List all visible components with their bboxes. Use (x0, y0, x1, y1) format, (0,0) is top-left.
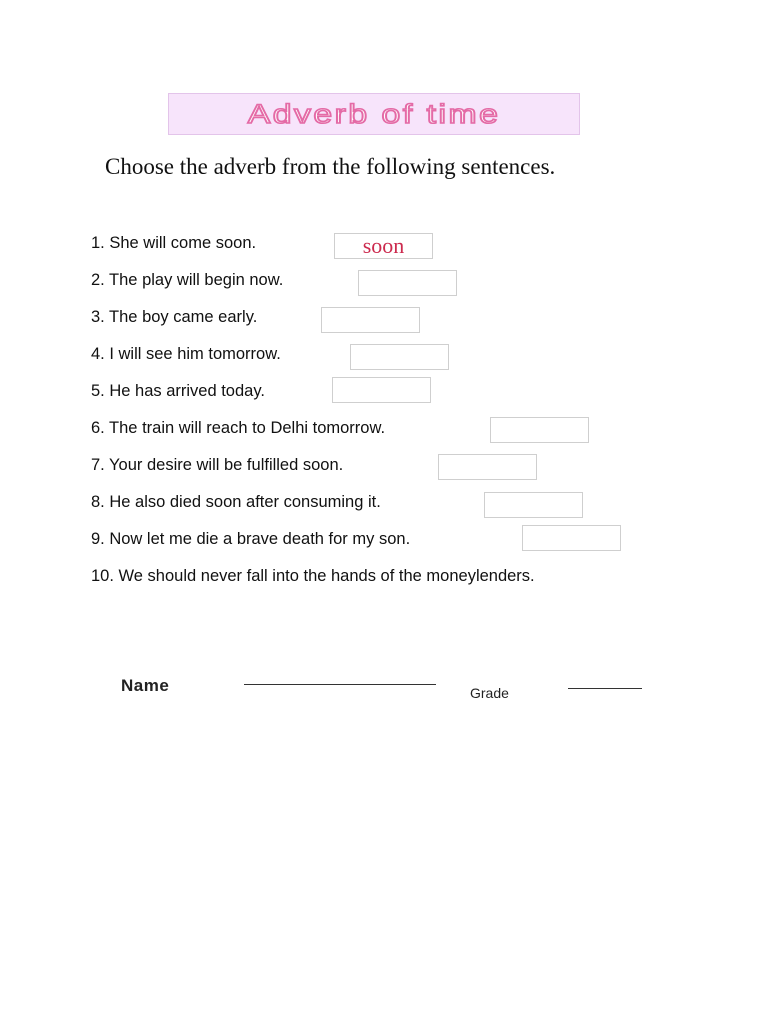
instruction-text: Choose the adverb from the following sentences. (105, 154, 556, 179)
question-4: 4. I will see him tomorrow. (91, 345, 281, 363)
question-2: 2. The play will begin now. (91, 271, 284, 289)
worksheet-title: Adverb of time (247, 98, 501, 129)
grade-label: Grade (470, 685, 509, 701)
question-9: 9. Now let me die a brave death for my son. (91, 530, 411, 548)
answer-box-2[interactable] (358, 270, 457, 296)
answer-box-8[interactable] (484, 492, 583, 518)
answer-box-3[interactable] (321, 307, 420, 333)
question-6: 6. The train will reach to Delhi tomorrow. (91, 419, 386, 437)
name-label: Name (121, 676, 170, 695)
answer-box-1[interactable]: soon (334, 233, 433, 259)
question-8: 8. He also died soon after consuming it. (91, 493, 381, 511)
answer-box-4[interactable] (350, 344, 449, 370)
question-10: 10. We should never fall into the hands of the moneylenders. (91, 567, 535, 585)
name-blank-line[interactable] (244, 684, 436, 685)
grade-blank-line[interactable] (568, 688, 642, 689)
answer-box-5[interactable] (332, 377, 431, 403)
answer-box-9[interactable] (522, 525, 621, 551)
worksheet-title-banner (168, 93, 580, 135)
question-7: 7. Your desire will be fulfilled soon. (91, 456, 344, 474)
question-5: 5. He has arrived today. (91, 382, 265, 400)
answer-box-6[interactable] (490, 417, 589, 443)
question-1: 1. She will come soon. (91, 234, 257, 252)
answer-box-7[interactable] (438, 454, 537, 480)
question-3: 3. The boy came early. (91, 308, 258, 326)
